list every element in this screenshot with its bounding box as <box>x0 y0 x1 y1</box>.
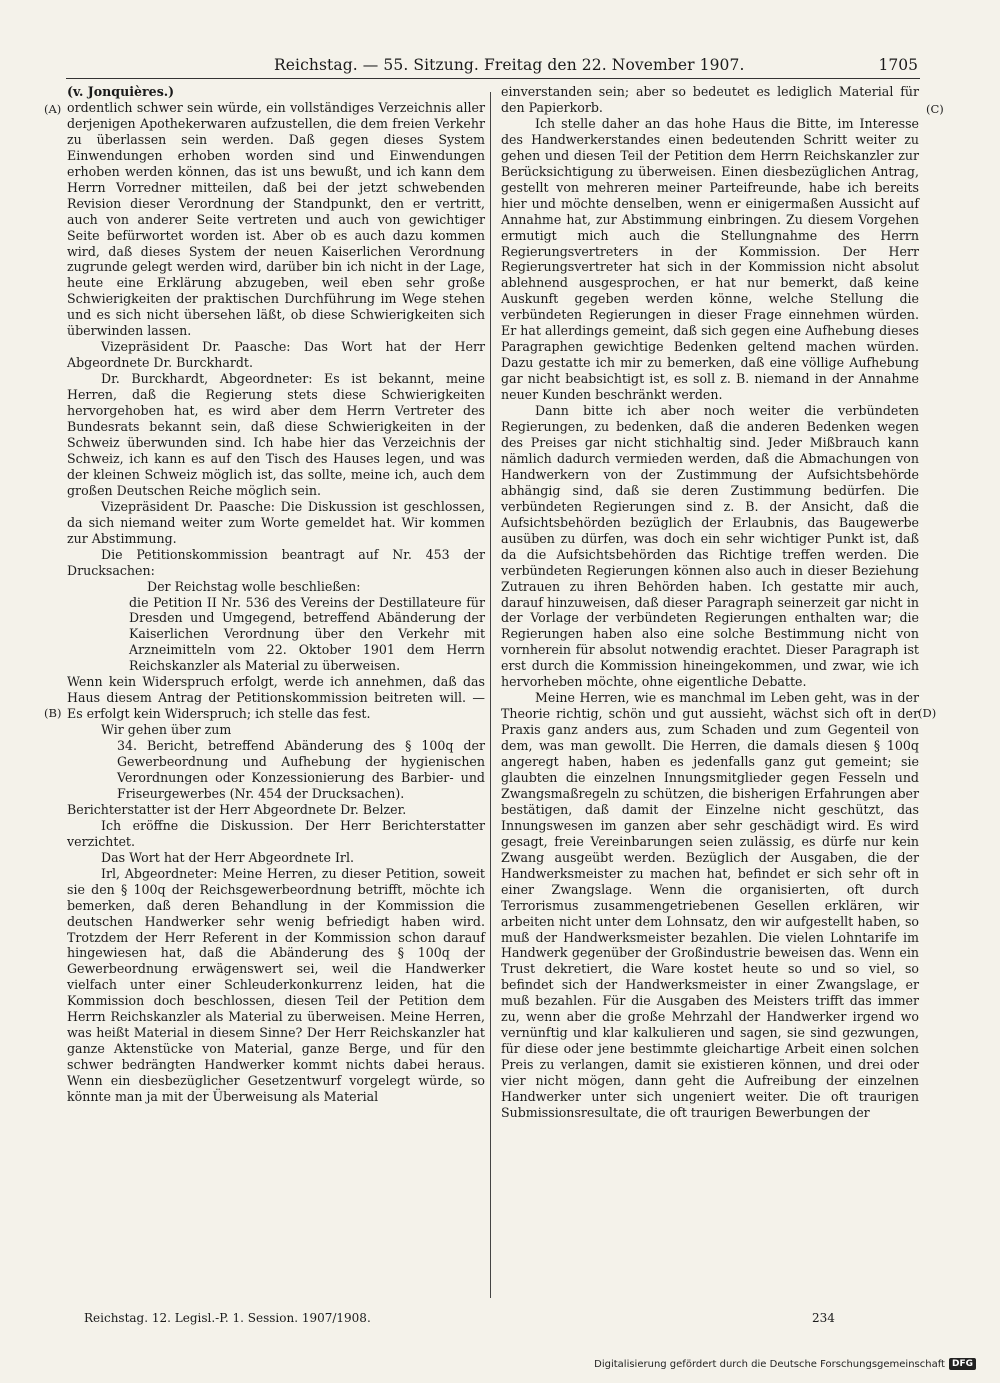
margin-mark-c: (C) <box>926 102 944 116</box>
paragraph: 34. Bericht, betreffend Abänderung des § 100q der Gewerbeordnung und Aufhebung der hygienischen Verordnungen oder Konzessionierung des Barbier- und Friseurgewerbes (Nr. 454 der Drucksachen). <box>117 738 485 801</box>
paragraph: Dr. Burckhardt, Abgeordneter: Es ist bekannt, meine Herren, daß die Regierung stets diese Schwierigkeiten hervorgehoben hat, es wird aber dem Herrn Vertreter des Bundesrats bekannt sein, daß diese Schwierigkeiten in der Schweiz überwunden sind. Ich habe hier das Verzeichnis der Schweiz, ich kann es auf den Tisch des Hauses legen, und was der kleinen Schweiz möglich ist, das sollte, meine ich, auch dem großen Deutschen Reiche möglich sein. <box>67 371 485 498</box>
paragraph: Wir gehen über zum <box>101 722 232 738</box>
paragraph: Meine Herren, wie es manchmal im Leben geht, was in der Theorie richtig, schön und gut aussieht, wächst sich oft in der Praxis ganz anders aus, zum Schaden und zum Gegenteil von dem, was man gewollt. Die Herren, die damals diesen § 100q angeregt haben, haben es jedenfalls ganz gut gemeint; sie glaubten die einzelnen Innungsmitglieder gegen Fesseln und Zwangsmaßregeln zu schützen, die bisherigen Erfahrungen aber bestätigen, daß damit der Einzelne nicht geschützt, das Innungswesen im ganzen aber sehr geschädigt wird. Es wird gesagt, freie Vereinbarungen seien zulässig, es dürfe nur kein Zwang ausgeübt werden. Bezüglich der Ausgaben, die der Handwerksmeister zu machen hat, befindet er sich sehr oft in einer Zwangslage. Wenn die organisierten, oft durch Terrorismus zusammengetriebenen Gesellen erklären, wir arbeiten nicht unter dem Lohnsatz, den wir aufgestellt haben, so muß der Handwerksmeister bezahlen. Die vielen Lohntarife im Handwerk gegenüber der Großindustrie beweisen das. Wenn ein Trust dekretiert, die Ware kostet heute so und so viel, so befindet sich der Handwerksmeister in einer Zwangslage, er muß bezahlen. Für die Ausgaben des Meisters trifft das immer zu, wenn aber die große Mehrzahl der Handwerker irgend wo vernünftig und klar kalkulieren und sagen, sie sind gezwungen, für diese oder jene bestimmte gleichartige Arbeit einen solchen Preis zu verlangen, damit sie existieren können, und drei oder vier nicht mögen, dann geht die Aufreibung der einzelnen Handwerker unter sich ungeniert weiter. Die oft traurigen Submissionsresultate, die oft traurigen Bewerbungen der <box>501 690 919 1120</box>
column-divider <box>490 92 491 1298</box>
paragraph: Ich stelle daher an das hohe Haus die Bitte, im Interesse des Handwerkerstandes einen bedeutenden Schritt weiter zu gehen und diesen Teil der Petition dem Herrn Reichskanzler zur Berücksichtigung zu überweisen. Einen diesbezüglichen Antrag, gestellt von mehreren meiner Parteifreunde, habe ich bereits hier und möchte denselben, wenn er einigermaßen Aussicht auf Annahme hat, zur Abstimmung einbringen. Zu diesem Vorgehen ermutigt mich auch die Stellungnahme des Herrn Regierungsvertreters in der Kommission. Der Herr Regierungsvertreter hat sich in der Kommission nicht absolut ablehnend ausgesprochen, er hat nur bemerkt, daß keine Auskunft gegeben werden könne, welche Stellung die verbündeten Regierungen in dieser Frage einnehmen würden. Er hat allerdings gemeint, daß sich gegen eine Aufhebung dieses Paragraphen gewichtige Bedenken geltend machen würden. Dazu gestatte ich mir zu bemerken, daß eine völlige Aufhebung gar nicht beabsichtigt ist, es soll z. B. niemand in der Annahme neuer Kunden beschränkt werden. <box>501 115 919 403</box>
paragraph: ordentlich schwer sein würde, ein vollständiges Verzeichnis aller derjenigen Apothekerwaren aufzustellen, die dem freien Verkehr zu überlassen sein werden. Daß gegen dieses System Einwendungen erhoben worden sind und Einwendungen erhoben werden können, das ist uns bewußt, und ich kann dem Herrn Vorredner mitteilen, daß bei der jetzt schwebenden Revision dieser Verordnung der Standpunkt, den er vertritt, auch von anderer Seite vertreten und auch von gewichtiger Seite befürwortet worden ist. Aber ob es auch dazu kommen wird, daß dieses System der neuen Kaiserlichen Verordnung zugrunde gelegt werden wird, darüber bin ich nicht in der Lage, heute eine Erklärung abzugeben, weil eben sehr große Schwierigkeiten der praktischen Durchführung im Wege stehen und es sich nicht übersehen läßt, ob diese Schwierigkeiten sich überwinden lassen. <box>67 99 485 339</box>
paragraph: (v. Jonquières.) <box>67 84 175 99</box>
paragraph: Die Petitionskommission beantragt auf Nr. 453 der Drucksachen: <box>67 546 485 578</box>
paragraph: Vizepräsident Dr. Paasche: Die Diskussion ist geschlossen, da sich niemand weiter zum Worte gemeldet hat. Wir kommen zur Abstimmung. <box>67 498 485 546</box>
paragraph: Vizepräsident Dr. Paasche: Das Wort hat der Herr Abgeordnete Dr. Burckhardt. <box>67 339 485 371</box>
paragraph: Das Wort hat der Herr Abgeordnete Irl. <box>101 849 354 865</box>
paragraph: Irl, Abgeordneter: Meine Herren, zu dieser Petition, soweit sie den § 100q der Reichsgewerbeordnung betrifft, möchte ich bemerken, daß deren Behandlung in der Kommission die deutschen Handwerker sehr wenig befriedigt haben wird. Trotzdem der Herr Referent in der Kommission schon darauf hingewiesen hat, daß die Abänderung des § 100q der Gewerbeordnung erwägenswert sei, weil die Handwerker vielfach unter einer Schleuderkonkurrenz leiden, hat die Kommission doch beschlossen, diesen Teil der Petition dem Herrn Reichskanzler als Material zu überweisen. Meine Herren, was heißt Material in diesem Sinne? Der Herr Reichskanzler hat ganze Aktenstücke von Material, ganze Berge, und für den schwer bedrängten Handwerker kommt nichts dabei heraus. Wenn ein diesbezüglicher Gesetzentwurf vorgelegt würde, so könnte man ja mit der Überweisung als Material <box>67 865 485 1105</box>
header-rule <box>66 78 920 79</box>
margin-mark-a: (A) <box>44 102 62 116</box>
left-column <box>67 84 485 1105</box>
page-header <box>66 56 920 80</box>
footer-session-info: Reichstag. 12. Legisl.-P. 1. Session. 1907/1908. <box>84 1311 371 1325</box>
paragraph: Berichterstatter ist der Herr Abgeordnete Dr. Belzer. <box>67 801 407 817</box>
paragraph: Dann bitte ich aber noch weiter die verbündeten Regierungen, zu bedenken, daß die anderen Bedenken wegen des Preises gar nicht stichhaltig sind. Jeder Mißbrauch kann nämlich dadurch vermieden werden, daß die Abmachungen von Handwerkern von der Zustimmung der Aufsichtsbehörde abhängig sind, daß sie deren Zustimmung bedürfen. Die verbündeten Regierungen sind z. B. der Ansicht, daß die Aufsichtsbehörden bezüglich der Erlaubnis, das Baugewerbe ausüben zu dürfen, was doch ein sehr wichtiger Punkt ist, daß da die Aufsichtsbehörden das Richtige treffen werden. Die verbündeten Regierungen können also auch in dieser Beziehung Zutrauen zu ihren Behörden haben. Ich gestatte mir auch, darauf hinzuweisen, daß dieser Paragraph seinerzeit gar nicht in der Vorlage der verbündeten Regierungen enthalten war; die Regierungen haben also eine solche Bestimmung nicht von vornherein für absolut notwendig erachtet. Dieser Paragraph ist erst durch die Kommission hineingekommen, und zwar, wie ich hervorheben möchte, ohne eigentliche Debatte. <box>501 403 919 690</box>
paragraph: einverstanden sein; aber so bedeutet es lediglich Material für den Papierkorb. <box>501 84 919 115</box>
right-column <box>501 84 919 1121</box>
margin-mark-d: (D) <box>918 706 937 720</box>
dfg-logo: DFG <box>949 1358 976 1370</box>
paragraph: die Petition II Nr. 536 des Vereins der Destillateure für Dresden und Umgegend, betreffend Abänderung der Kaiserlichen Verordnung über den Verkehr mit Arzneimitteln vom 22. Oktober 1901 dem Herrn Reichskanzler als Material zu überweisen. <box>129 594 485 674</box>
dfg-credit-text: Digitalisierung gefördert durch die Deutsche Forschungsgemeinschaft <box>594 1358 945 1370</box>
paragraph: Wenn kein Widerspruch erfolgt, werde ich annehmen, daß das Haus diesem Antrag der Petitionskommission beitreten will. — Es erfolgt kein Widerspruch; ich stelle das fest. <box>67 674 485 722</box>
paragraph: Ich eröffne die Diskussion. Der Herr Berichterstatter verzichtet. <box>67 817 485 849</box>
dfg-credit <box>594 1358 976 1370</box>
paragraph: Der Reichstag wolle beschließen: <box>147 578 361 594</box>
running-head: Reichstag. — 55. Sitzung. Freitag den 22. November 1907. <box>274 56 745 74</box>
footer-signature: 234 <box>812 1311 835 1325</box>
margin-mark-b: (B) <box>44 706 62 720</box>
page-number: 1705 <box>878 56 918 74</box>
